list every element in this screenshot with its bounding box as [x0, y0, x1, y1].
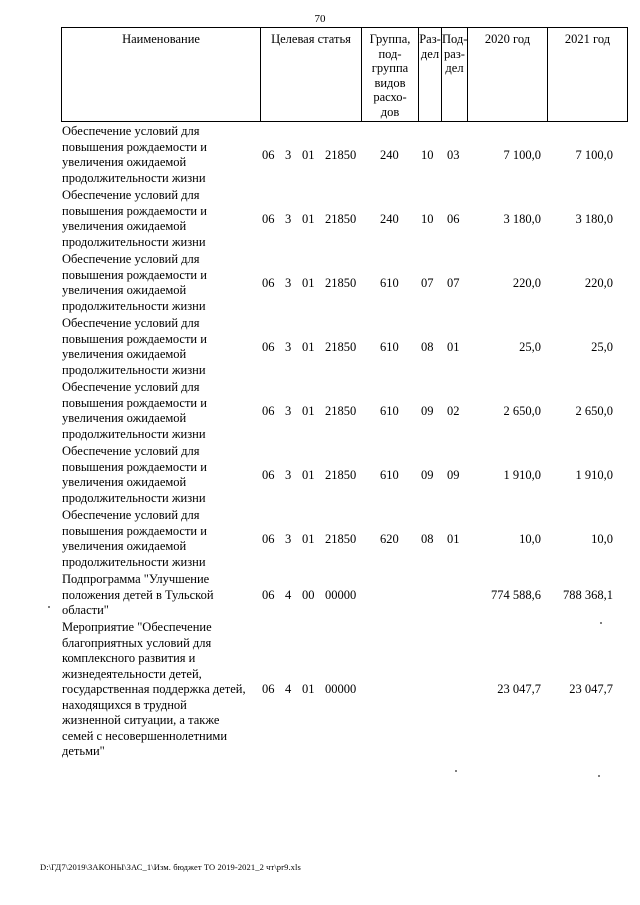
- amount-2021: 2 650,0: [575, 404, 613, 418]
- amount-2020: 7 100,0: [503, 148, 541, 162]
- target-program: 06: [262, 468, 275, 482]
- target-event: 00: [302, 588, 315, 602]
- target-direction: 21850: [325, 468, 357, 482]
- target-direction: 00000: [325, 588, 357, 602]
- amount-2020: 10,0: [519, 532, 541, 546]
- header-expense-group: Группа, под- группа видов расхо- дов: [362, 28, 419, 121]
- table-row: [0, 316, 640, 380]
- target-direction: 21850: [325, 404, 357, 418]
- scan-speck: [455, 770, 457, 772]
- scan-speck: [598, 775, 600, 777]
- header-section: Раз- дел: [419, 28, 442, 121]
- target-subprogram: 4: [285, 588, 292, 602]
- amount-2020: 23 047,7: [497, 682, 541, 696]
- row-name: Обеспечение условий для повышения рождаемости и увеличения ожидаемой продолжительности жизни: [62, 444, 207, 505]
- row-name: Обеспечение условий для повышения рождаемости и увеличения ожидаемой продолжительности жизни: [62, 316, 207, 377]
- amount-2021: 3 180,0: [575, 212, 613, 226]
- table-header: [61, 27, 628, 122]
- target-subprogram: 3: [285, 340, 292, 354]
- file-path-footer: D:\ГД7\2019\ЗАКОНЫ\ЗАС_1\Изм. бюджет ТО 2019-2021_2 чт\pr9.xls: [40, 862, 301, 872]
- amount-2020: 220,0: [512, 276, 541, 290]
- target-event: 01: [302, 212, 315, 226]
- amount-2020: 2 650,0: [503, 404, 541, 418]
- target-program: 06: [262, 532, 275, 546]
- table-row: [0, 380, 640, 444]
- expense-group: 240: [380, 148, 399, 162]
- row-name: Обеспечение условий для повышения рождаемости и увеличения ожидаемой продолжительности жизни: [62, 508, 207, 569]
- page-number: 70: [314, 13, 326, 25]
- expense-group: 620: [380, 532, 399, 546]
- target-event: 01: [302, 532, 315, 546]
- amount-2020: 3 180,0: [503, 212, 541, 226]
- table-row: [0, 572, 640, 620]
- header-year-2021: 2021 год: [564, 32, 611, 46]
- section: 08: [421, 340, 434, 354]
- table-row: [0, 508, 640, 572]
- table-row: [0, 444, 640, 508]
- table-row: [0, 188, 640, 252]
- subsection: 01: [447, 340, 460, 354]
- target-subprogram: 3: [285, 468, 292, 482]
- target-program: 06: [262, 682, 275, 696]
- table-row: [0, 124, 640, 188]
- table-row: [0, 620, 640, 770]
- section: 07: [421, 276, 434, 290]
- expense-group: 610: [380, 468, 399, 482]
- subsection: 03: [447, 148, 460, 162]
- row-name: Обеспечение условий для повышения рождаемости и увеличения ожидаемой продолжительности жизни: [62, 188, 207, 249]
- subsection: 07: [447, 276, 460, 290]
- row-name: Обеспечение условий для повышения рождаемости и увеличения ожидаемой продолжительности жизни: [62, 124, 207, 185]
- scan-speck: [48, 606, 50, 608]
- target-subprogram: 3: [285, 212, 292, 226]
- target-direction: 00000: [325, 682, 357, 696]
- expense-group: 610: [380, 340, 399, 354]
- target-direction: 21850: [325, 532, 357, 546]
- target-subprogram: 3: [285, 532, 292, 546]
- target-program: 06: [262, 276, 275, 290]
- amount-2021: 220,0: [584, 276, 613, 290]
- amount-2020: 1 910,0: [503, 468, 541, 482]
- header-target-article: Целевая статья: [261, 28, 362, 121]
- target-event: 01: [302, 468, 315, 482]
- header-year-2020: 2020 год: [468, 28, 548, 121]
- target-subprogram: 4: [285, 682, 292, 696]
- expense-group: 610: [380, 404, 399, 418]
- row-name: Подпрограмма "Улучшение положения детей в Тульской области": [62, 572, 214, 617]
- section: 10: [421, 148, 434, 162]
- target-subprogram: 3: [285, 404, 292, 418]
- header-name: Наименование: [62, 28, 261, 121]
- target-program: 06: [262, 588, 275, 602]
- scan-speck: [600, 622, 602, 624]
- subsection: 06: [447, 212, 460, 226]
- row-name: Обеспечение условий для повышения рождаемости и увеличения ожидаемой продолжительности жизни: [62, 380, 207, 441]
- target-event: 01: [302, 404, 315, 418]
- target-event: 01: [302, 148, 315, 162]
- section: 09: [421, 468, 434, 482]
- amount-2021: 23 047,7: [569, 682, 613, 696]
- subsection: 02: [447, 404, 460, 418]
- subsection: 09: [447, 468, 460, 482]
- expense-group: 240: [380, 212, 399, 226]
- amount-2021: 7 100,0: [575, 148, 613, 162]
- target-direction: 21850: [325, 212, 357, 226]
- section: 10: [421, 212, 434, 226]
- target-event: 01: [302, 276, 315, 290]
- amount-2021: 10,0: [591, 532, 613, 546]
- target-program: 06: [262, 212, 275, 226]
- table-body: [0, 124, 640, 770]
- amount-2021: 788 368,1: [563, 588, 613, 602]
- subsection: 01: [447, 532, 460, 546]
- target-direction: 21850: [325, 340, 357, 354]
- target-direction: 21850: [325, 148, 357, 162]
- amount-2020: 774 588,6: [491, 588, 541, 602]
- section: 08: [421, 532, 434, 546]
- target-program: 06: [262, 404, 275, 418]
- section: 09: [421, 404, 434, 418]
- table-row: [0, 252, 640, 316]
- target-direction: 21850: [325, 276, 357, 290]
- target-program: 06: [262, 340, 275, 354]
- row-name: Мероприятие "Обеспечение благоприятных условий для комплексного развития и жизнедеятельности детей, государственная поддержка детей, находящихся в трудной жизненной ситуации, а также семей с несовершеннолетними детьми": [62, 620, 246, 758]
- header-subsection: Под- раз- дел: [442, 28, 468, 121]
- amount-2021: 25,0: [591, 340, 613, 354]
- row-name: Обеспечение условий для повышения рождаемости и увеличения ожидаемой продолжительности жизни: [62, 252, 207, 313]
- amount-2021: 1 910,0: [575, 468, 613, 482]
- expense-group: 610: [380, 276, 399, 290]
- target-program: 06: [262, 148, 275, 162]
- amount-2020: 25,0: [519, 340, 541, 354]
- target-subprogram: 3: [285, 276, 292, 290]
- target-event: 01: [302, 340, 315, 354]
- target-event: 01: [302, 682, 315, 696]
- target-subprogram: 3: [285, 148, 292, 162]
